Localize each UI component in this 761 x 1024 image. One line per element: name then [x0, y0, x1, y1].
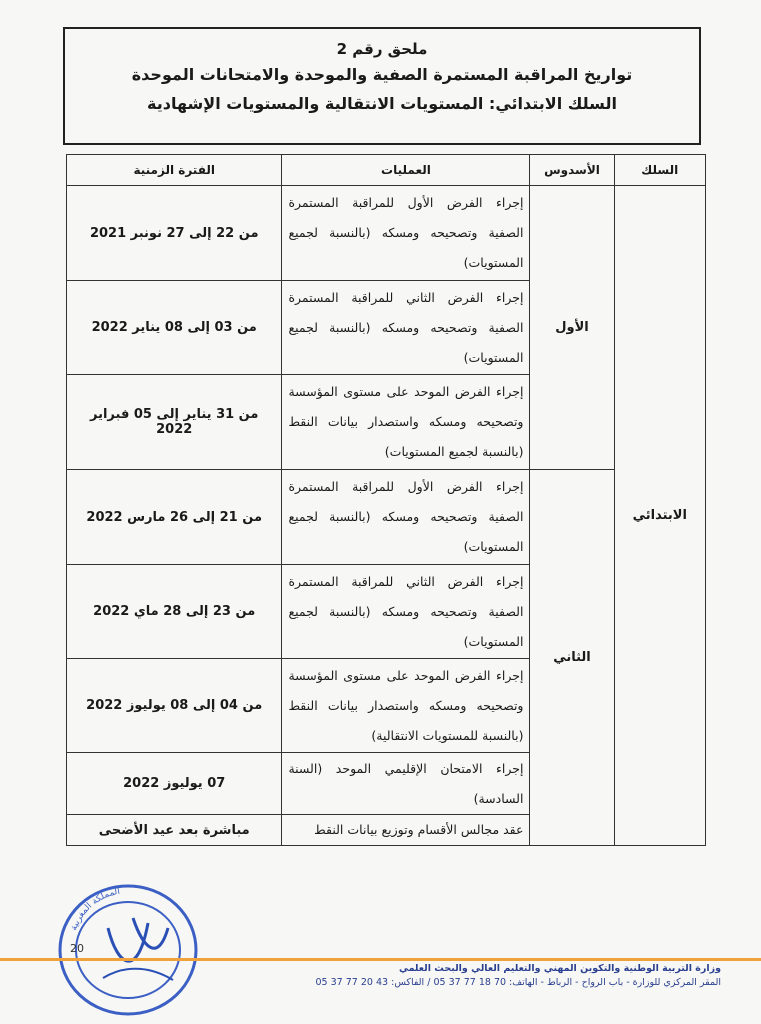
schedule-table: [66, 154, 706, 846]
footer-ministry: وزارة التربية الوطنية والتكوين المهني والتعليم العالي والبحث العلمي: [398, 963, 721, 974]
header-operations: العمليات: [282, 155, 530, 186]
table-header-row: [67, 155, 706, 186]
header-level: السلك: [614, 155, 705, 186]
title-box: [63, 27, 701, 145]
operation-cell: إجراء الفرض الموحد على مستوى المؤسسة وتصحيحه ومسكه واستصدار بيانات النقط (بالنسبة للمستويات الانتقالية): [282, 659, 530, 753]
header-period: الفترة الزمنية: [67, 155, 282, 186]
operation-cell: إجراء الفرض الثاني للمراقبة المستمرة الصفية وتصحيحه ومسكه (بالنسبة لجميع المستويات): [282, 281, 530, 375]
period-cell: من 21 إلى 26 مارس 2022: [67, 470, 282, 565]
footer: [201, 962, 721, 990]
operation-cell: إجراء الفرض الأول للمراقبة المستمرة الصفية وتصحيحه ومسكه (بالنسبة لجميع المستويات): [282, 470, 530, 565]
footer-address: المقر المركزي للوزارة - باب الرواح - الرباط - الهاتف: 70 18 77 37 05 / الفاكس: 43 20 77 37 05: [315, 977, 721, 988]
period-cell: من 04 إلى 08 يوليوز 2022: [67, 659, 282, 753]
period-cell: من 23 إلى 28 ماي 2022: [67, 565, 282, 659]
period-cell: 07 يوليوز 2022: [67, 753, 282, 815]
level-cell: الابتدائي: [614, 186, 705, 846]
period-cell: من 22 إلى 27 نونبر 2021: [67, 186, 282, 281]
term-1-cell: الأول: [530, 186, 614, 470]
table-row: [67, 470, 706, 565]
table-row: [67, 186, 706, 281]
term-2-cell: الثاني: [530, 470, 614, 846]
footer-divider: [0, 958, 761, 961]
operation-cell: إجراء الفرض الموحد على مستوى المؤسسة وتصحيحه ومسكه واستصدار بيانات النقط (بالنسبة لجميع المستويات): [282, 375, 530, 470]
operation-cell: إجراء الفرض الأول للمراقبة المستمرة الصفية وتصحيحه ومسكه (بالنسبة لجميع المستويات): [282, 186, 530, 281]
period-cell: مباشرة بعد عيد الأضحى: [67, 815, 282, 846]
operation-cell: إجراء الامتحان الإقليمي الموحد (السنة السادسة): [282, 753, 530, 815]
header-term: الأسدوس: [530, 155, 614, 186]
operation-cell: إجراء الفرض الثاني للمراقبة المستمرة الصفية وتصحيحه ومسكه (بالنسبة لجميع المستويات): [282, 565, 530, 659]
annex-label: ملحق رقم 2: [336, 40, 428, 58]
document-title: تواريخ المراقبة المستمرة الصفية والموحدة والامتحانات الموحدة: [131, 65, 633, 84]
page-number: 20: [70, 942, 84, 955]
operation-cell: عقد مجالس الأقسام وتوزيع بيانات النقط: [282, 815, 530, 846]
period-cell: من 03 إلى 08 يناير 2022: [67, 281, 282, 375]
document-subtitle: السلك الابتدائي: المستويات الانتقالية والمستويات الإشهادية: [147, 94, 617, 113]
period-cell: من 31 يناير إلى 05 فبراير 2022: [67, 375, 282, 470]
stamp-text: المملكة المغربية: [69, 886, 121, 933]
